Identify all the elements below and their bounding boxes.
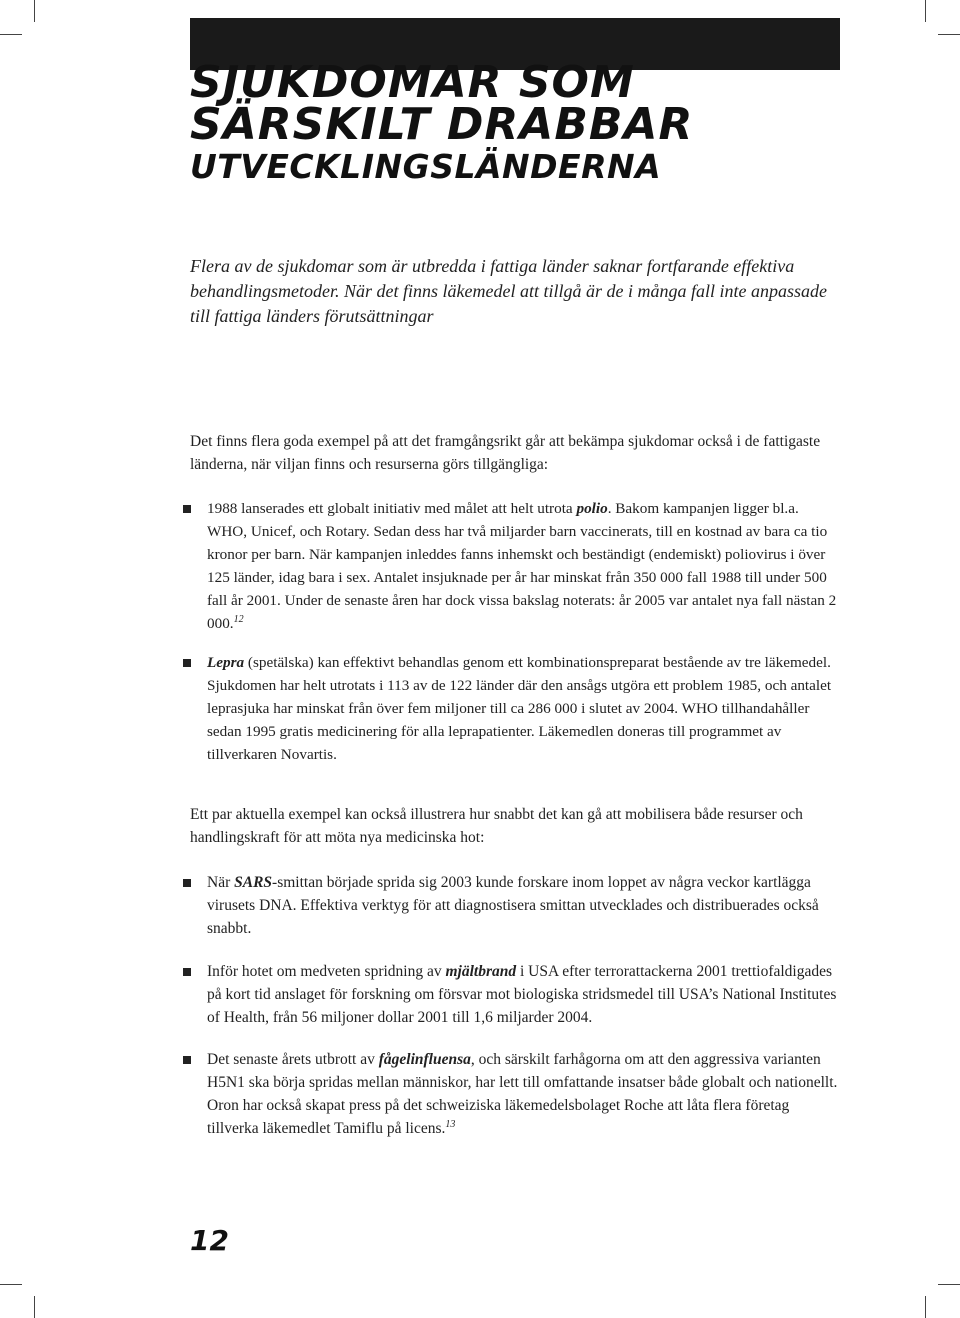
crop-mark-bottom-right-v: [925, 1296, 926, 1318]
bullet-fagelinfluensa-term: fågelinfluensa: [378, 1051, 471, 1068]
bullet-mjaltbrand-after: i USA efter terrorattackerna 2001 trettiofaldigades på kort tid anslaget för forskning om försvar mot biologiska stridsmedel till USA’s National Institutes of Health, från 56 miljoner dollar 2001 till 1,6 miljarder 2004.: [207, 963, 837, 1026]
crop-mark-top-right-h: [938, 34, 960, 35]
crop-mark-bottom-left-v: [34, 1296, 35, 1318]
paragraph-1: Det finns flera goda exempel på att det framgångsrikt går att bekämpa sjukdomar också i de fattigaste länderna, när viljan finns och resurserna görs tillgängliga:: [190, 433, 821, 473]
bullet-polio-term: polio: [576, 500, 608, 517]
intro-text: Flera av de sjukdomar som är utbredda i fattiga länder saknar fortfarande effektiva behandlingsmetoder. När det finns läkemedel att tillgå är de i många fall inte anpassade till fattiga länders förutsättningar: [190, 256, 827, 326]
crop-mark-top-right-v: [925, 0, 926, 22]
page-number: 12: [190, 1224, 229, 1257]
crop-mark-top-left-v: [34, 0, 35, 22]
bullet-sars: [207, 871, 840, 940]
title-line-1: SJUKDOMAR SOM: [190, 57, 635, 108]
bullet-lepra-term: Lepra: [207, 654, 245, 671]
bullet-sars-before: När: [207, 874, 235, 891]
bullet-polio-before: 1988 lanserades ett globalt initiativ med målet att helt utrota: [207, 500, 577, 517]
crop-mark-bottom-left-h: [0, 1284, 22, 1285]
bullet-fagelinfluensa: [207, 1048, 840, 1140]
bullet-lepra: [207, 651, 840, 766]
title-line-3: UTVECKLINGSLÄNDERNA: [190, 147, 662, 186]
bullet-mjaltbrand-before: Inför hotet om medveten spridning av: [207, 963, 446, 980]
bullet-fagelinfluensa-after: , och särskilt farhågorna om att den aggressiva varianten H5N1 ska börja spridas mellan människor, har lett till omfattande insatser både globalt och nationellt. Oron har också skapat press på det schweiziska läkemedelsbolaget Roche att låta flera företag tillverka läkemedlet Tamiflu på licens.: [207, 1051, 838, 1137]
crop-mark-bottom-right-h: [938, 1284, 960, 1285]
bullet-polio: [207, 497, 840, 635]
crop-mark-top-left-h: [0, 34, 22, 35]
bullet-mjaltbrand: [207, 960, 840, 1029]
bullet-mjaltbrand-term: mjältbrand: [445, 963, 517, 980]
bullet-fagelinfluensa-before: Det senaste årets utbrott av: [207, 1051, 379, 1068]
bullet-polio-after: . Bakom kampanjen ligger bl.a. WHO, Unicef, och Rotary. Sedan dess har två miljarder barn vaccinerats, till en kostnad av bara ca tio kronor per barn. När kampanjen inleddes fanns inhemskt och beständigt (endemiskt) poliovirus i över 125 länder, idag bara i sex. Antalet insjuknade per år har minskat från 350 000 fall 1988 till under 500 fall år 2001. Under de senaste åren har dock vissa bakslag noterats: år 2005 var antalet nya fall nästan 2 000.: [207, 500, 837, 632]
paragraph-2: Ett par aktuella exempel kan också illustrera hur snabbt det kan gå att mobilisera både resurser och handlingskraft för att möta nya medicinska hot:: [190, 806, 803, 846]
footnote-ref-12: 12: [233, 613, 244, 625]
title-line-2: SÄRSKILT DRABBAR: [190, 99, 694, 150]
page-title: [190, 57, 850, 188]
bullet-sars-term: SARS: [234, 874, 273, 891]
bullet-lepra-after: (spetälska) kan effektivt behandlas genom ett kombinationspreparat bestående av tre läkemedel. Sjukdomen har helt utrotats i 113 av de 122 länder där den ansågs utgöra ett problem 1985, och antalet leprasjuka har minskat från över fem miljoner till ca 286 000 i slutet av 2004. WHO tillhandahåller sedan 1995 gratis medicinering för alla leprapatienter. Läkemedlen doneras till programmet av tillverkaren Novartis.: [207, 654, 832, 763]
footnote-ref-13: 13: [445, 1118, 456, 1130]
bullet-sars-after: -smittan började sprida sig 2003 kunde forskare inom loppet av några veckor kartlägga virusets DNA. Effektiva verktyg för att diagnostisera smittan utvecklades och distribuerades också snabbt.: [207, 874, 819, 937]
